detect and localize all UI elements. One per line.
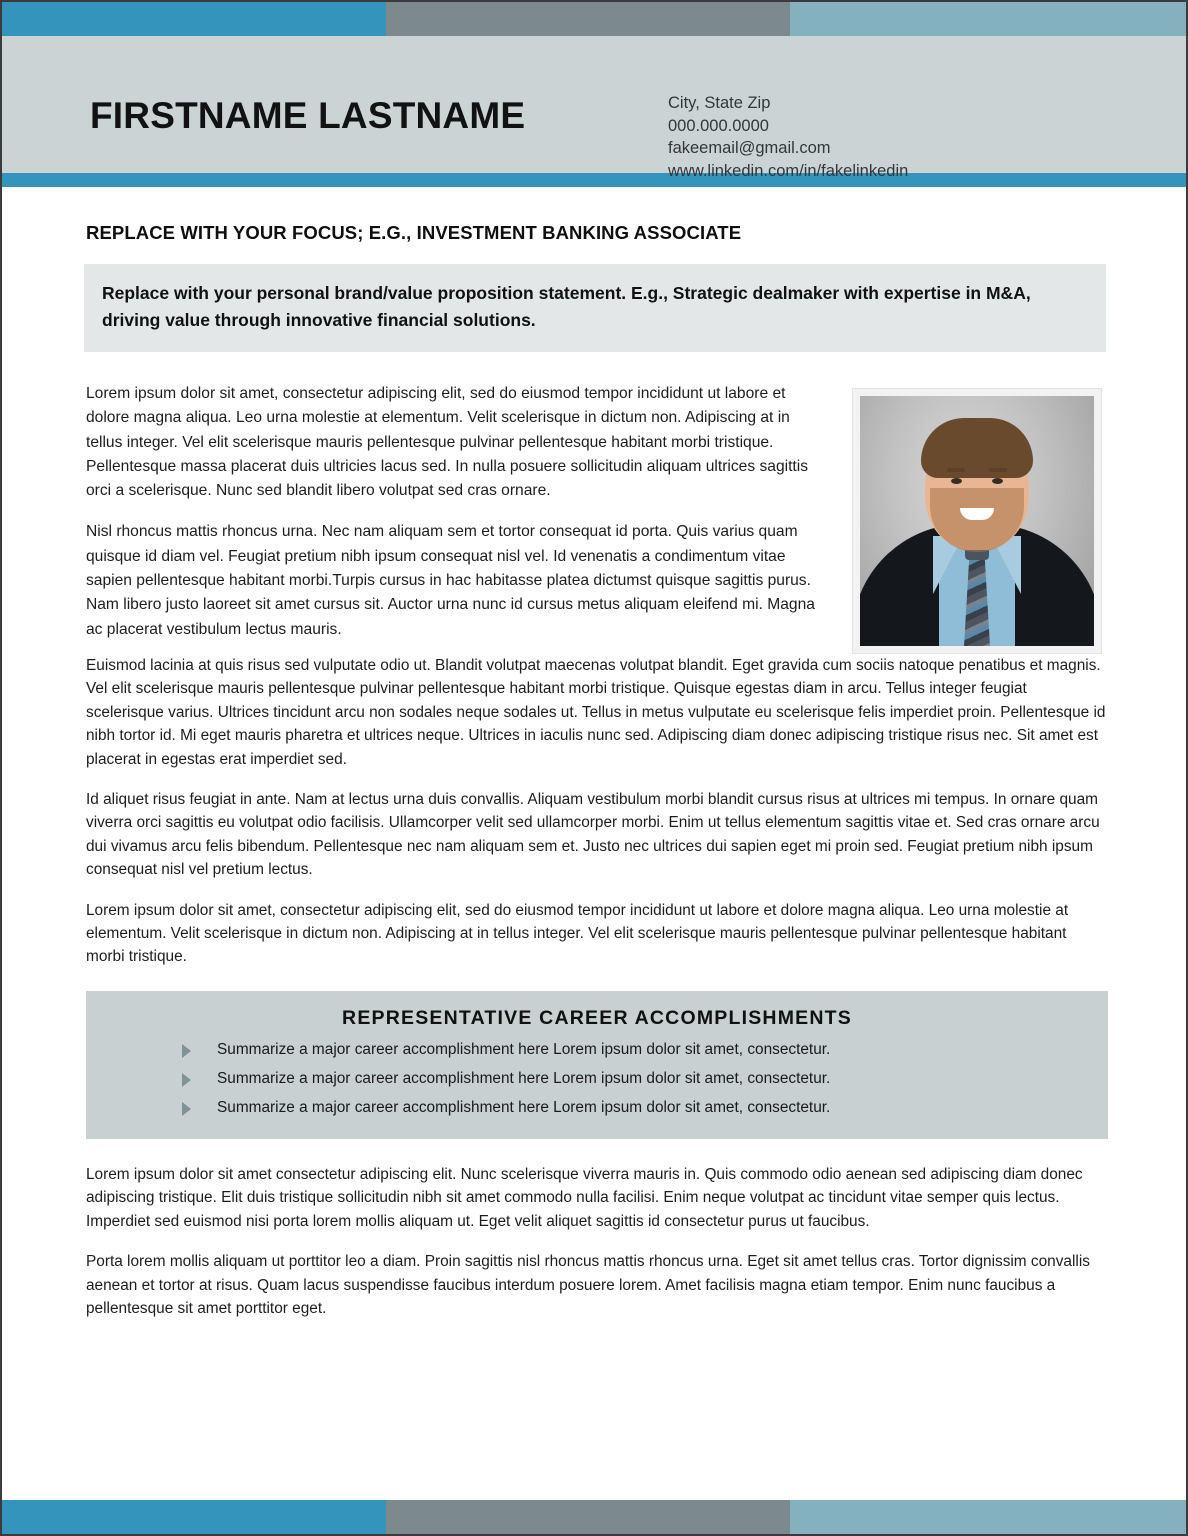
footer-band-segment-light-blue: [790, 1500, 1186, 1534]
triangle-bullet-icon: [182, 1044, 191, 1058]
header-band-segment-gray: [386, 2, 790, 36]
header-divider-rule: [2, 173, 1186, 187]
career-accomplishments-box: [86, 991, 1108, 1139]
accomplishments-list: [86, 1039, 1108, 1119]
headshot-photo: [860, 396, 1094, 646]
contact-info: [668, 92, 908, 182]
footer-band-wrapper: [2, 1500, 1186, 1534]
triangle-bullet-icon: [182, 1102, 191, 1116]
intro-section: [86, 382, 1102, 654]
list-item: [182, 1097, 1108, 1119]
photo-hair-shape: [921, 418, 1033, 478]
list-item: [182, 1068, 1108, 1090]
brand-statement-text: Replace with your personal brand/value proposition statement. E.g., Strategic dealmaker with expertise in M&A, driving value through innovative financial solutions.: [102, 283, 1031, 330]
contact-linkedin[interactable]: www.linkedin.com/in/fakelinkedin: [668, 161, 909, 180]
contact-location: City, State Zip: [668, 94, 771, 112]
accomplishment-text: Summarize a major career accomplishment here Lorem ipsum dolor sit amet, consectetur.: [217, 1069, 831, 1087]
photo-eye-right-shape: [992, 478, 1003, 484]
body-paragraph-1: Euismod lacinia at quis risus sed vulputate odio ut. Blandit volutpat maecenas volutpat blandit. Eget gravida cum sociis natoque penatibus et magnis. Vel elit scelerisque mauris pellentesque pulvinar pellentesque habitant morbi tristique. Quisque egestas diam in arcu. Tellus integer feugiat scelerisque varius. Ultrices tincidunt arcu non sodales neque sodales ut. Tellus in metus vulputate eu scelerisque felis imperdiet proin. Pellentesque id nibh tortor id. Mi eget mauris pharetra et ultrices neque. Ultrices in iaculis nunc sed. Adipiscing diam donec adipiscing tristique risus nec. Sit amet est placerat in egestas erat imperdiet sed.: [86, 657, 1106, 768]
intro-paragraphs: [86, 382, 828, 642]
brand-statement-box: [84, 264, 1106, 352]
accomplishments-heading: REPRESENTATIVE CAREER ACCOMPLISHMENTS: [342, 1006, 852, 1029]
header-band-segment-light-blue: [790, 2, 1186, 36]
focus-headline: REPLACE WITH YOUR FOCUS; E.G., INVESTMENT BANKING ASSOCIATE: [86, 222, 742, 243]
name-block: [90, 95, 525, 137]
footer-band-segment-gray: [386, 1500, 790, 1534]
content-area: [2, 222, 1186, 1320]
headshot-photo-frame: [852, 388, 1102, 654]
closing-paragraph-1: Lorem ipsum dolor sit amet consectetur adipiscing elit. Nunc scelerisque viverra mauris in. Quis commodo odio aenean sed adipiscing diam donec adipiscing tristique. Elit duis tristique sollicitudin nibh sit amet commodo nulla facilisi. Enim neque volutpat ac tincidunt vitae semper quis lectus. Imperdiet sed euismod nisi porta lorem mollis aliquam ut. Eget velit aliquet sagittis id consectetur purus ut faucibus.: [86, 1165, 1083, 1230]
masthead: [2, 36, 1186, 180]
contact-phone: 000.000.0000: [668, 116, 769, 135]
intro-paragraph-2: Nisl rhoncus mattis rhoncus urna. Nec nam aliquam sem et tortor consequat id porta. Quis varius quam quisque id diam vel. Feugiat pretium nibh ipsum consequat nisl vel. Id venenatis a condimentum vitae sapien pellentesque habitant morbi.Turpis cursus in hac habitasse platea dictumst quisque sagittis purus. Nam libero justo laoreet sit amet cursus sit. Auctor urna nunc id cursus metus aliquam eleifend mi. Magna ac placerat vestibulum lectus mauris.: [86, 523, 815, 638]
body-paragraph-3: Lorem ipsum dolor sit amet, consectetur adipiscing elit, sed do eiusmod tempor incididunt ut labore et dolore magna aliqua. Leo urna molestie at elementum. Velit scelerisque in dictum non. Adipiscing at in tellus integer. Vel elit scelerisque mauris pellentesque pulvinar pellentesque habitant morbi tristique.: [86, 901, 1069, 966]
footer-band-segment-blue: [2, 1500, 386, 1534]
closing-paragraph-2: Porta lorem mollis aliquam ut porttitor leo a diam. Proin sagittis nisl rhoncus mattis rhoncus urna. Eget sit amet tellus cras. Tortor dignissim convallis aenean et tortor at risus. Quam lacus suspendisse faucibus interdum posuere lorem. Amet facilisis magna etiam tempor. Enim nunc faucibus a pellentesque sit amet porttitor eget.: [86, 1253, 1090, 1317]
accomplishment-text: Summarize a major career accomplishment here Lorem ipsum dolor sit amet, consectetur.: [217, 1098, 831, 1116]
photo-eyebrow-right-shape: [989, 468, 1007, 472]
closing-paragraphs: [86, 1163, 1114, 1320]
list-item: [182, 1039, 1108, 1061]
body-paragraphs: [86, 654, 1108, 969]
accomplishment-text: Summarize a major career accomplishment here Lorem ipsum dolor sit amet, consectetur.: [217, 1040, 831, 1058]
candidate-name: FIRSTNAME LASTNAME: [90, 95, 526, 136]
photo-eyebrow-left-shape: [947, 468, 965, 472]
photo-eye-left-shape: [951, 478, 962, 484]
contact-email[interactable]: fakeemail@gmail.com: [668, 139, 831, 157]
body-paragraph-2: Id aliquet risus feugiat in ante. Nam at lectus urna duis convallis. Aliquam vestibulum morbi blandit cursus risus at ultrices mi tempus. In ornare quam viverra orci sagittis eu volutpat odio facilisis. Ullamcorper velit sed ullamcorper morbi. Enim ut tellus elementum sagittis vitae et. Sed cras ornare arcu dui vivamus arcu felis bibendum. Pellentesque nec nam aliquam sem et. Justo nec ultrices dui sapien eget mi proin sed. Feugiat pretium nibh ipsum consequat nisl vel pretium lectus.: [86, 791, 1100, 879]
header-band-segment-blue: [2, 2, 386, 36]
intro-paragraph-1: Lorem ipsum dolor sit amet, consectetur adipiscing elit, sed do eiusmod tempor incididunt ut labore et dolore magna aliqua. Leo urna molestie at elementum. Velit scelerisque in dictum non. Adipiscing at in tellus integer. Vel elit scelerisque mauris pellentesque pulvinar pellentesque habitant morbi tristique. Pellentesque massa placerat duis ultricies lacus sed. In nulla posuere sollicitudin aliquam ultrices sagittis orci a scelerisque. Nunc sed blandit libero volutpat sed cras ornare.: [86, 385, 809, 500]
triangle-bullet-icon: [182, 1073, 191, 1087]
footer-color-band: [2, 1500, 1186, 1534]
header-color-band: [2, 2, 1186, 36]
